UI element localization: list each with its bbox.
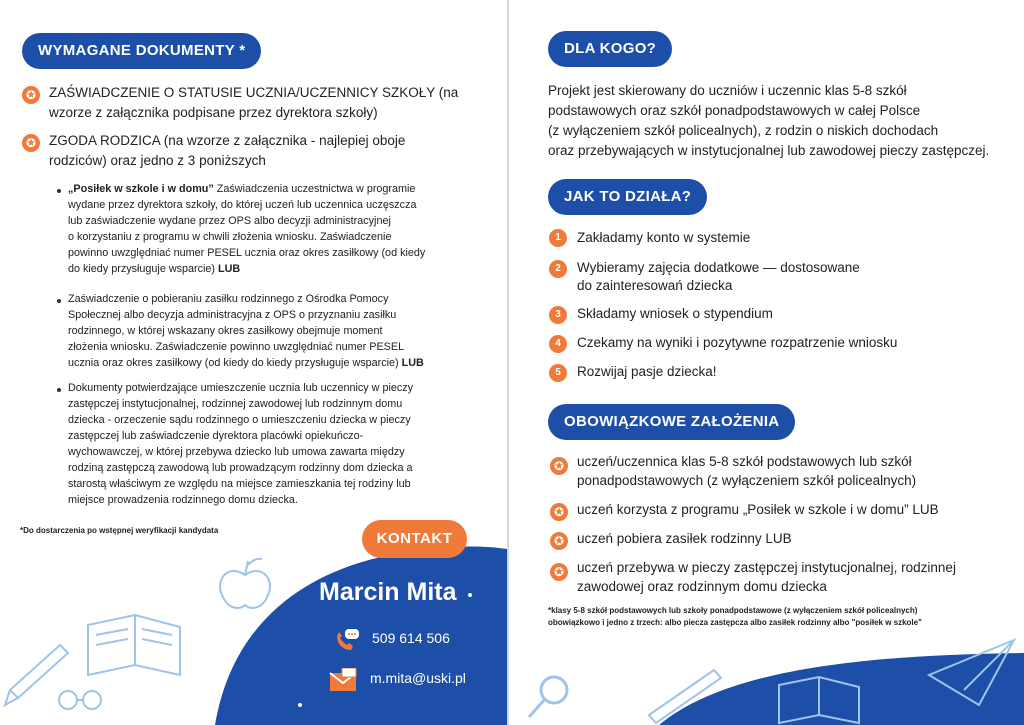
who-line-1: Projekt jest skierowany do uczniów i uczennic klas 5-8 szkół xyxy=(548,83,907,98)
bullet-1-bold: „Posiłek w szkole i w domu” xyxy=(68,183,214,195)
bullet-2-line-4: złożenia wniosku. Zaświadczenie powinno uwzględniać numer PESEL xyxy=(68,341,405,353)
rules-footnote-line-1: *klasy 5-8 szkół podstawowych lub szkoły ponadpodstawowe (z wyłączeniem szkół policealnych) xyxy=(548,606,918,615)
bullet-dot xyxy=(57,299,61,303)
right-wave-background xyxy=(509,635,1024,725)
step-2-text-line-1: Wybieramy zajęcia dodatkowe — dostosowane xyxy=(577,260,860,275)
apple-icon xyxy=(220,559,270,608)
rule-1-line-2: ponadpodstawowych (z wyłączeniem szkół policealnych) xyxy=(577,473,917,488)
bullet-1-text: Zaświadczenia uczestnictwa w programie xyxy=(213,183,416,195)
bullet-3-line-7: starostą właściwym ze względu na miejsce zamieszkania tej rodziny lub xyxy=(68,478,411,490)
bullet-2-text-end: ucznia oraz okres zasiłkowy (od kiedy do kiedy przysługuje wsparcie) xyxy=(68,357,402,369)
pencil-icon xyxy=(5,645,68,705)
document-item-2-line-2: rodziców) oraz jedno z 3 poniższych xyxy=(49,153,266,168)
bullet-1-line-6 xyxy=(68,261,240,277)
how-heading: JAK TO DZIAŁA? xyxy=(548,179,707,215)
bullet-1-text-end: do kiedy przysługuje wsparcie) xyxy=(68,263,219,275)
step-3-text: Składamy wniosek o stypendium xyxy=(577,306,773,321)
step-number-badge: 2 xyxy=(549,260,567,278)
glasses-icon xyxy=(59,691,101,709)
documents-footnote: *Do dostarczenia po wstępnej weryfikacji kandydata xyxy=(20,526,219,535)
step-2-text-line-2: do zainteresowań dziecka xyxy=(577,278,733,293)
star-icon: ✪ xyxy=(550,503,568,521)
bullet-3-line-3: dziecka - orzeczenie sądu rodzinnego o umieszczeniu dziecka w pieczy xyxy=(68,414,411,426)
bullet-1-line-4: o korzystaniu z programu w chwili złożenia wniosku. Zaświadczenie xyxy=(68,231,392,243)
step-number-badge: 5 xyxy=(549,364,567,382)
who-line-4: oraz przebywających w instytucjonalnej lub zawodowej pieczy zastępczej. xyxy=(548,143,990,158)
bullet-3-line-1: Dokumenty potwierdzające umieszczenie ucznia lub uczennicy w pieczy xyxy=(68,382,414,394)
contact-name: Marcin Mita xyxy=(319,578,457,606)
left-panel xyxy=(0,0,507,725)
step-number-badge: 3 xyxy=(549,306,567,324)
bullet-3-line-4: zastępczej lub zaświadczenie dyrektora placówki opiekuńczo- xyxy=(68,430,364,442)
bullet-1-lub: LUB xyxy=(218,263,241,275)
star-icon: ✪ xyxy=(550,563,568,581)
bullet-dot xyxy=(57,189,61,193)
step-number-badge: 1 xyxy=(549,229,567,247)
who-heading: DLA KOGO? xyxy=(548,31,672,67)
contact-email[interactable]: m.mita@uski.pl xyxy=(370,670,466,686)
document-item-1-line-1: ZAŚWIADCZENIE O STATUSIE UCZNIA/UCZENNICY SZKOŁY (na xyxy=(49,85,459,100)
bullet-2-line-3: rodzinnego, w której wskazany okres zasiłkowy obejmuje moment xyxy=(68,325,383,337)
rule-4-line-2: zawodowej oraz rodzinnym domu dziecka xyxy=(577,579,827,594)
rule-3-text: uczeń pobiera zasiłek rodzinny LUB xyxy=(577,531,792,546)
who-line-2: podstawowych oraz szkół ponadpodstawowych w całej Polsce xyxy=(548,103,921,118)
rules-heading: OBOWIĄZKOWE ZAŁOŻENIA xyxy=(548,404,795,440)
step-4-text: Czekamy na wyniki i pozytywne rozpatrzenie wniosku xyxy=(577,335,898,350)
star-icon: ✪ xyxy=(22,86,40,104)
magnifier-icon xyxy=(529,677,567,717)
blue-wave xyxy=(659,653,1024,725)
required-documents-heading: WYMAGANE DOKUMENTY * xyxy=(22,33,261,69)
document-item-2-line-1: ZGODA RODZICA (na wzorze z załącznika - najlepiej oboje xyxy=(49,133,406,148)
star-icon: ✪ xyxy=(550,457,568,475)
bullet-1-line-3: lub zaświadczenie wydane przez OPS albo decyzji administracyjnej xyxy=(68,215,391,227)
bullet-3-line-2: zastępczej instytucjonalnej, rodzinnej zawodowej lub rodzinnym domu xyxy=(68,398,403,410)
document-item-1-line-2: wzorze z załącznika podpisane przez dyrektora szkoły) xyxy=(49,105,378,120)
bullet-2-lub: LUB xyxy=(401,357,424,369)
bullet-2-line-2: Społecznej albo decyzja administracyjna z OPS o przyznaniu zasiłku xyxy=(68,309,397,321)
bullet-1-line-1 xyxy=(68,181,468,197)
rule-4-line-1: uczeń przebywa w pieczy zastępczej instytucjonalnej, rodzinnej xyxy=(577,560,956,575)
bullet-3-line-5: wychowawczej, w której przebywa dziecko lub umowa zawarta między xyxy=(68,446,405,458)
bullet-3-line-8: miejsce prowadzenia rodzinnego domu dziecka. xyxy=(68,494,298,506)
rule-2-text: uczeń korzysta z programu „Posiłek w szkole i w domu” LUB xyxy=(577,502,939,517)
contact-phone[interactable]: 509 614 506 xyxy=(372,630,450,646)
step-1-text: Zakładamy konto w systemie xyxy=(577,230,751,245)
book-icon xyxy=(88,615,180,675)
bullet-1-line-5: powinno uwzględniać numer PESEL ucznia oraz okres zasiłkowy (od kiedy xyxy=(68,247,426,259)
who-line-3: (z wyłączeniem szkół policealnych), z rodzin o niskich dochodach xyxy=(548,123,939,138)
bullet-dot xyxy=(57,388,61,392)
phone-icon[interactable] xyxy=(333,628,361,654)
mail-icon[interactable] xyxy=(329,668,359,692)
bullet-3-line-6: rodziną zastępczą zawodową lub prowadzącym rodzinny dom dziecka a xyxy=(68,462,413,474)
bullet-1-line-2: wydane przez dyrektora szkoły, do której uczeń lub uczennica uczęszcza xyxy=(68,199,417,211)
bullet-2-line-5 xyxy=(68,355,424,371)
rule-1-line-1: uczeń/uczennica klas 5-8 szkół podstawowych lub szkół xyxy=(577,454,912,469)
rules-footnote-line-2: obowiązkowo i jedno z trzech: albo piecza zastępcza albo zasiłek rodzinny albo "posiłek w szkole" xyxy=(548,618,922,627)
step-5-text: Rozwijaj pasje dziecka! xyxy=(577,364,717,379)
bullet-2-line-1: Zaświadczenie o pobieraniu zasiłku rodzinnego z Ośrodka Pomocy xyxy=(68,293,389,305)
right-panel xyxy=(509,0,1024,725)
blue-wave xyxy=(215,547,507,725)
star-icon: ✪ xyxy=(22,134,40,152)
star-icon: ✪ xyxy=(550,532,568,550)
step-number-badge: 4 xyxy=(549,335,567,353)
contact-label: KONTAKT xyxy=(362,520,467,558)
